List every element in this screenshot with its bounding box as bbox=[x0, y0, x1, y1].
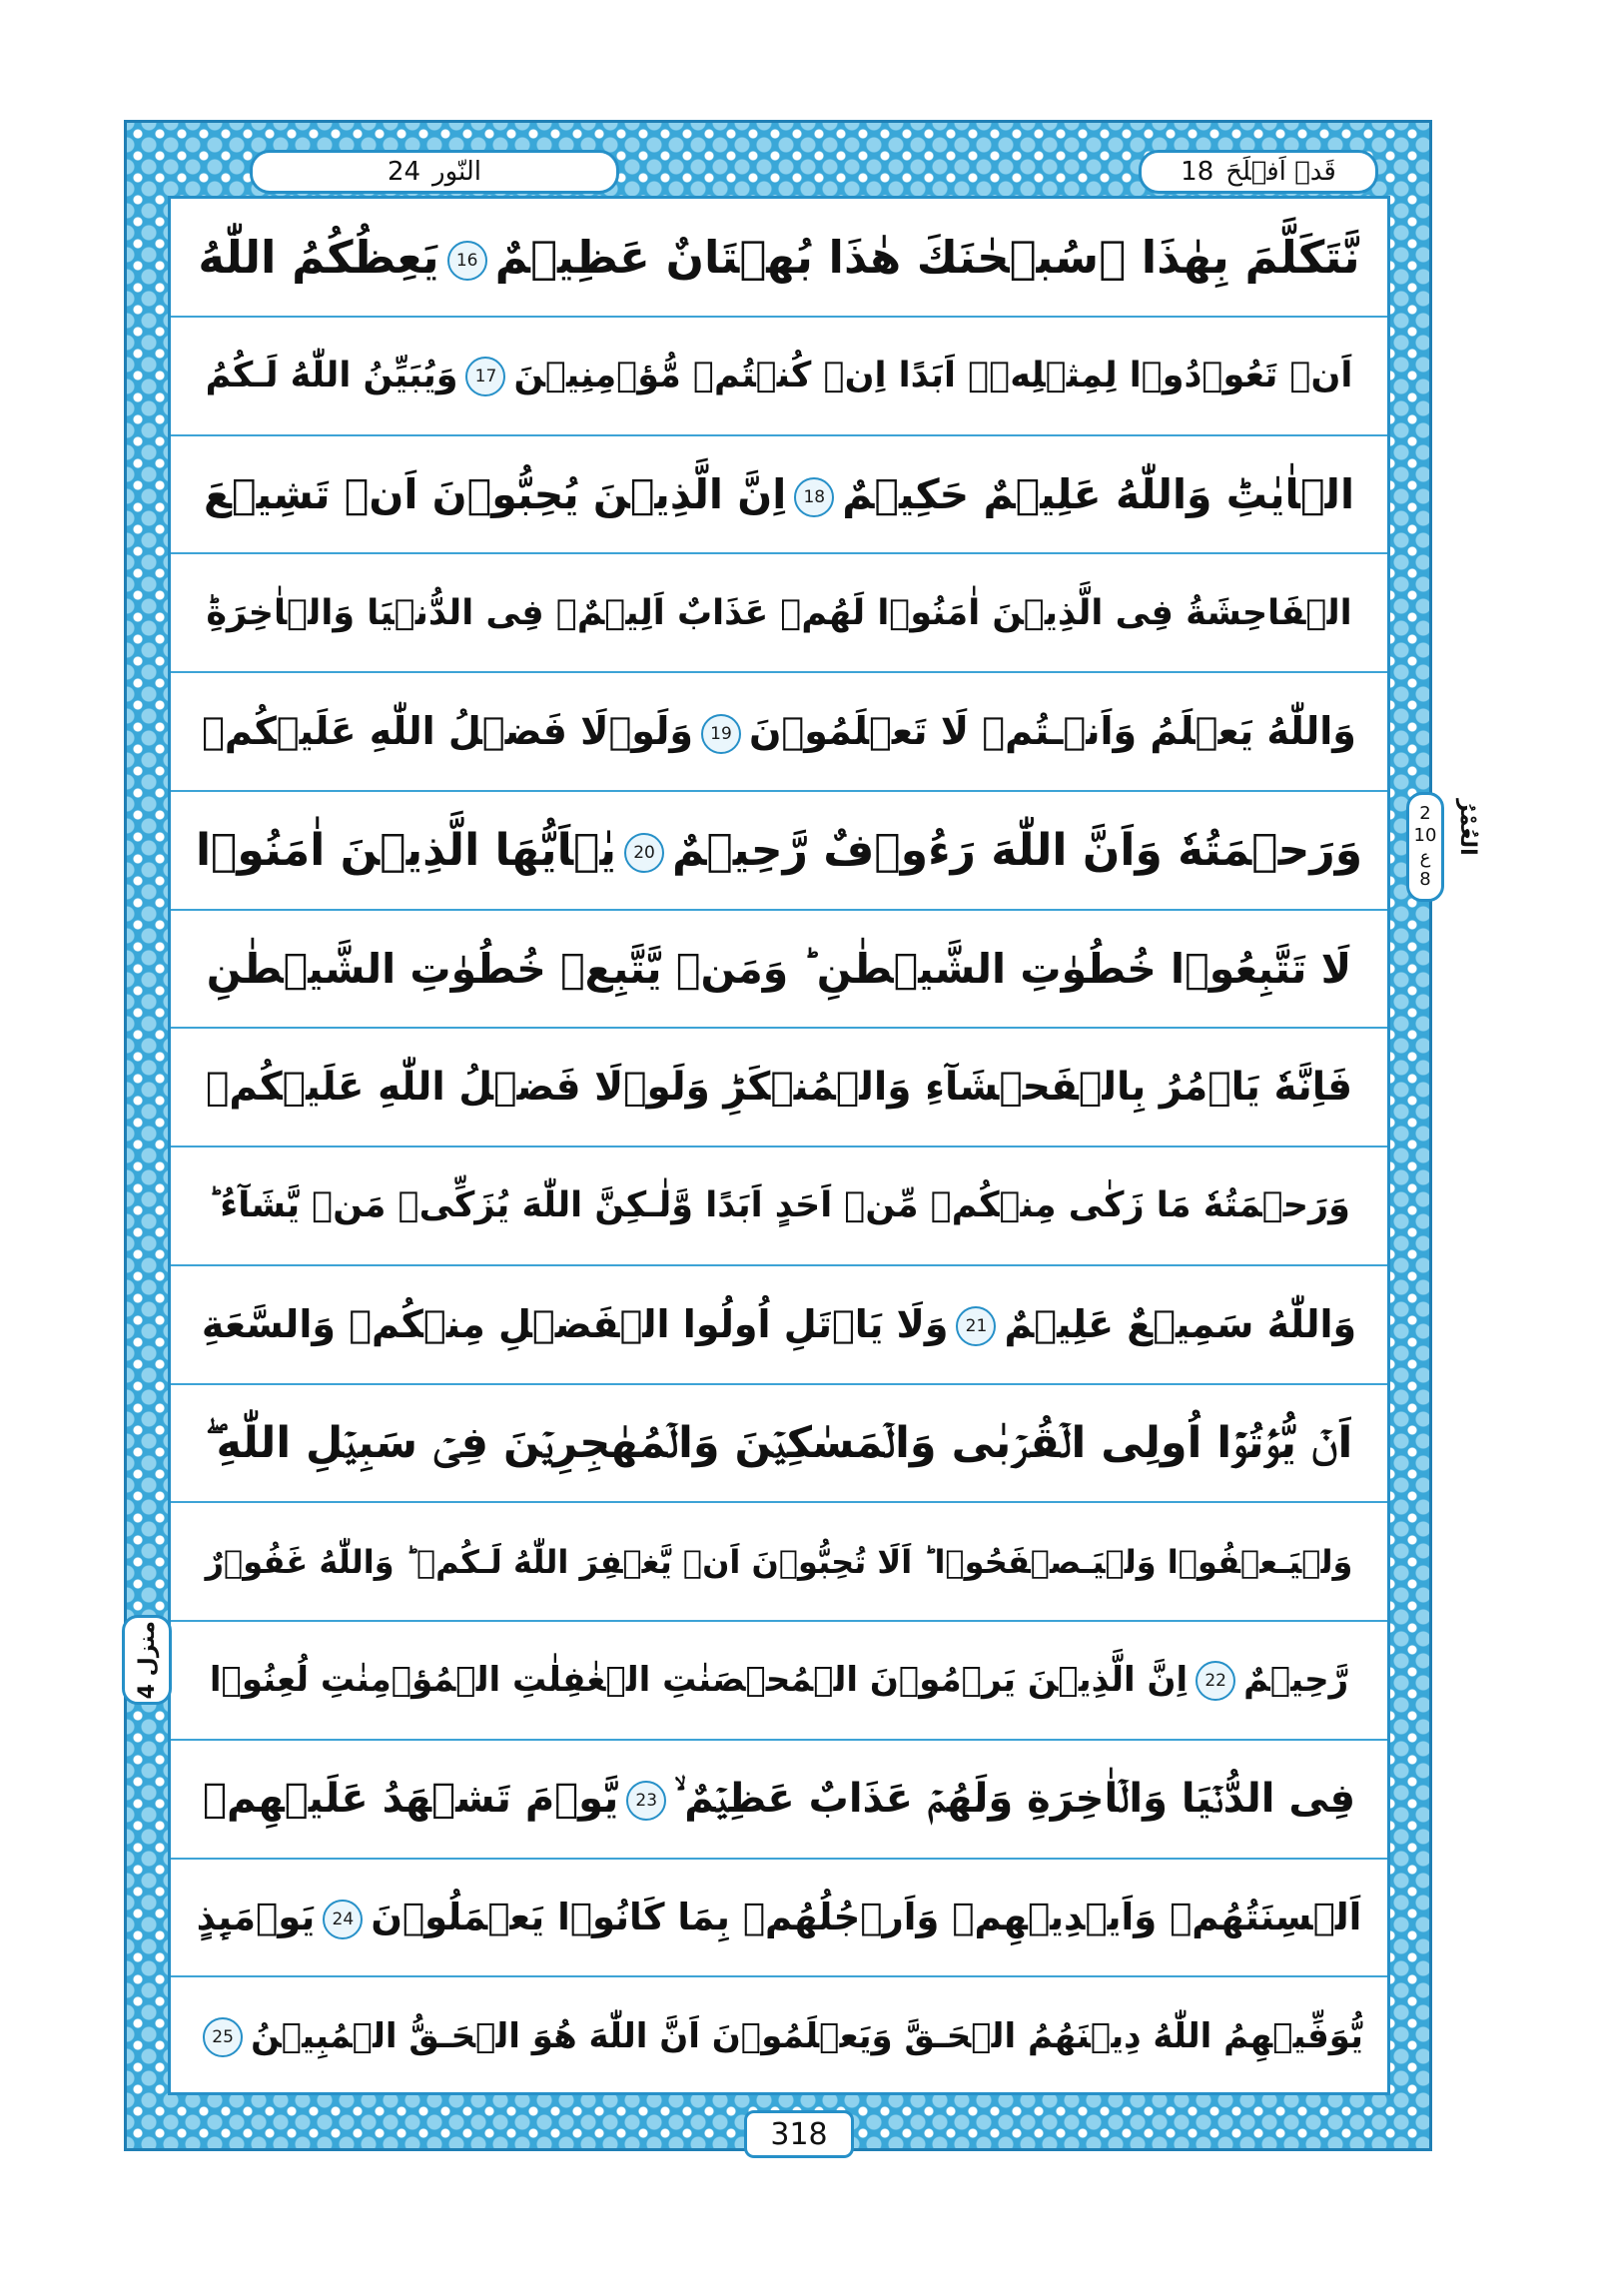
line-text bbox=[198, 231, 1359, 284]
line-text-after: وَلَا يَاۡتَلِ اُولُوا الۡفَضۡلِ مِنۡكُمۡ وَالسَّعَةِ bbox=[201, 1301, 949, 1346]
line-text-before: وَاللّٰهُ سَمِيۡعٌ عَلِيۡمٌ bbox=[1004, 1301, 1357, 1346]
ayah-number-marker: 23 bbox=[626, 1781, 666, 1821]
ayah-number-marker: 20 bbox=[624, 833, 664, 873]
line-text bbox=[207, 945, 1351, 993]
ayah-number-marker: 19 bbox=[701, 714, 741, 754]
line-text-before: وَاللّٰهُ يَعۡلَمُ وَاَنۡـتُمۡ لَا تَعۡلَمُوۡنَ bbox=[748, 709, 1356, 754]
text-line bbox=[171, 1029, 1387, 1148]
line-text-after: وَيُبَيِّنُ اللّٰهُ لَـكُمُ bbox=[205, 355, 458, 395]
line-text bbox=[196, 825, 1362, 876]
line-text-before: لَا تَتَّبِعُوۡا خُطُوٰتِ الشَّيۡطٰنِ‌ ؕ وَمَنۡ يَّتَّبِعۡ خُطُوٰتِ الشَّيۡطٰنِ bbox=[206, 944, 1352, 993]
juz-number: 18 bbox=[1181, 157, 1214, 187]
page-number: 318 bbox=[770, 2116, 828, 2152]
line-text bbox=[195, 2016, 1363, 2058]
juz-name: قَدۡ اَفۡلَحَ bbox=[1225, 157, 1336, 187]
line-text bbox=[202, 709, 1356, 754]
line-text-after: يَوۡمَٮِٕذٍ bbox=[196, 1896, 316, 1939]
line-text bbox=[208, 1185, 1350, 1225]
text-line bbox=[171, 199, 1387, 318]
line-text-after: اِنَّ الَّذِيۡنَ يُحِبُّوۡنَ اَنۡ تَشِيۡعَ bbox=[204, 469, 787, 518]
text-line bbox=[171, 1503, 1387, 1622]
text-line bbox=[171, 436, 1387, 555]
line-text-after: يٰۤاَيُّهَا الَّذِيۡنَ اٰمَنُوۡا bbox=[195, 824, 617, 876]
ayah-number-marker: 18 bbox=[794, 477, 834, 517]
text-line bbox=[171, 1266, 1387, 1385]
line-text bbox=[210, 1660, 1348, 1702]
line-text-before: اَنۡ تَعُوۡدُوۡا لِمِثۡلِهٖۤ اَبَدًا اِنۡ كُنۡتُمۡ مُّؤۡمِنِيۡنَ‌ bbox=[513, 355, 1353, 395]
text-line bbox=[171, 792, 1387, 911]
text-line bbox=[171, 318, 1387, 436]
ruku-label: العُمْرُ bbox=[1455, 799, 1480, 856]
text-line bbox=[171, 673, 1387, 792]
text-line bbox=[171, 1860, 1387, 1978]
line-text-after: يَّوۡمَ تَشۡهَدُ عَلَيۡهِمۡ bbox=[202, 1776, 619, 1823]
line-text-before: يُّوَفِّيۡهِمُ اللّٰهُ دِيۡنَهُمُ الۡحَـقَّ وَيَعۡلَمُوۡنَ اَنَّ اللّٰهَ هُوَ الۡحَـقُّ الۡمُبِيۡنُ bbox=[251, 2015, 1363, 2056]
surah-name: النّور bbox=[432, 157, 482, 187]
manzil-label: منزل 4 bbox=[134, 1620, 160, 1700]
ayah-number-marker: 21 bbox=[956, 1306, 996, 1346]
ruku-middle: 10 bbox=[1413, 825, 1437, 846]
text-line bbox=[171, 911, 1387, 1030]
text-line bbox=[171, 1622, 1387, 1741]
line-text-after: وَلَوۡلَا فَضۡلُ اللّٰهِ عَلَيۡكُمۡ bbox=[202, 709, 693, 754]
ayah-number-marker: 25 bbox=[203, 2017, 243, 2057]
line-text bbox=[206, 356, 1353, 396]
ayah-number-marker: 17 bbox=[465, 357, 505, 396]
surah-number: 24 bbox=[387, 157, 421, 187]
juz-header bbox=[1139, 150, 1378, 194]
line-text bbox=[203, 1776, 1355, 1822]
line-text-before: وَرَحۡمَتُهٗ وَاَنَّ اللّٰهَ رَءُوۡفٌ رَّحِيۡمٌ bbox=[672, 824, 1363, 876]
ruku-symbol: ع bbox=[1419, 847, 1431, 868]
text-line bbox=[171, 1148, 1387, 1266]
text-line bbox=[171, 1977, 1387, 2096]
line-text bbox=[206, 593, 1351, 633]
line-text-before: نَّتَكَلَّمَ بِهٰذَا ۗسُبۡحٰنَكَ هٰذَا بُهۡتَانٌ عَظِيۡمٌ bbox=[494, 230, 1360, 284]
line-text bbox=[197, 1896, 1362, 1939]
ayah-number-marker: 24 bbox=[323, 1900, 363, 1939]
line-text bbox=[206, 1065, 1352, 1110]
line-text-before: فِى الدُّنۡيَا وَالۡاٰخِرَةِ وَلَهُمۡ عَذَابٌ عَظِيۡمٌ ۙ bbox=[674, 1776, 1356, 1823]
ruku-marker bbox=[1406, 792, 1444, 902]
line-text bbox=[202, 1302, 1356, 1347]
ayah-number-marker: 16 bbox=[447, 241, 487, 281]
line-text-after: اِنَّ الَّذِيۡنَ يَرۡمُوۡنَ الۡمُحۡصَنٰتِ الۡغٰفِلٰتِ الۡمُؤۡمِنٰتِ لُعِنُوۡا bbox=[209, 1659, 1189, 1700]
surah-header bbox=[250, 150, 619, 194]
ruku-bottom: 8 bbox=[1419, 869, 1431, 890]
text-line bbox=[171, 1741, 1387, 1860]
line-text-after: يَعِظُكُمُ اللّٰهُ bbox=[198, 230, 439, 284]
text-line bbox=[171, 554, 1387, 673]
line-text-before: الۡاٰيٰتِ‌ؕ وَاللّٰهُ عَلِيۡمٌ حَكِيۡمٌ bbox=[842, 469, 1355, 518]
line-text-before: وَرَحۡمَتُهٗ مَا زَكٰى مِنۡكُمۡ مِّنۡ اَحَدٍ اَبَدًا وَّلٰـكِنَّ اللّٰهَ يُزَكِّىۡ مَنۡ يَّشَآءُ‌ ؕ bbox=[208, 1185, 1350, 1226]
line-text-before: رَّحِيۡمٌ bbox=[1243, 1659, 1349, 1700]
manzil-marker bbox=[122, 1615, 172, 1705]
line-text-before: اَلۡسِنَتُهُمۡ وَاَيۡدِيۡهِمۡ وَاَرۡجُلُهُمۡ بِمَا كَانُوۡا يَعۡمَلُوۡنَ bbox=[371, 1896, 1362, 1939]
line-text-before: الۡفَاحِشَةُ فِى الَّذِيۡنَ اٰمَنُوۡا لَهُمۡ عَذَابٌ اَلِيۡمٌۙ فِى الدُّنۡيَا وَالۡاٰخِرَةِ‌ؕ bbox=[206, 592, 1352, 633]
quran-page bbox=[168, 196, 1390, 2095]
line-text bbox=[206, 1418, 1352, 1468]
text-line bbox=[171, 1385, 1387, 1504]
line-text bbox=[206, 1543, 1353, 1581]
line-text-before: وَلۡيَـعۡفُوۡا وَلۡيَـصۡفَحُوۡا ‌ؕ اَلَا تُحِبُّوۡنَ اَنۡ يَّغۡفِرَ اللّٰهُ لَـكُمۡ‌ ؕ وَاللّٰهُ غَفُوۡرٌ bbox=[205, 1542, 1353, 1581]
ayah-number-marker: 22 bbox=[1196, 1661, 1235, 1701]
line-text bbox=[204, 470, 1354, 518]
line-text-before: اَنۡ يُّؤۡتُوۡۤا اُولِى الۡقُرۡبٰى وَالۡمَسٰكِيۡنَ وَالۡمُهٰجِرِيۡنَ فِىۡ سَبِيۡلِ اللّٰهِ‌ ۖ bbox=[205, 1417, 1353, 1468]
ruku-top: 2 bbox=[1419, 803, 1431, 824]
line-text-before: فَاِنَّهٗ يَاۡمُرُ بِالۡفَحۡشَآءِ وَالۡمُنۡكَرِ‌ؕ وَلَوۡلَا فَضۡلُ اللّٰهِ عَلَيۡكُمۡ bbox=[206, 1065, 1352, 1111]
page-number-box bbox=[744, 2110, 854, 2158]
